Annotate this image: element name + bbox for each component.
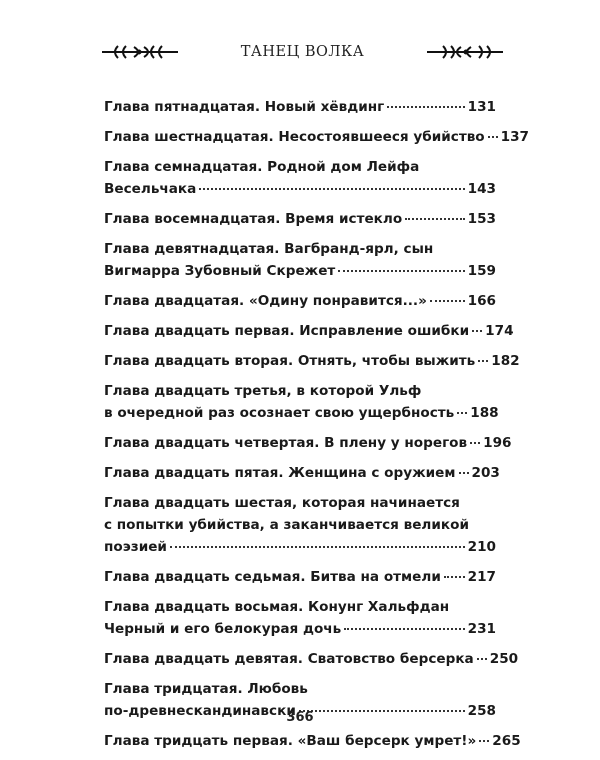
chapter-title-text: Вигмарра Зубовный Скрежет xyxy=(104,263,336,279)
toc-entry-line xyxy=(104,618,496,640)
chapter-page-number: 166 xyxy=(467,293,496,309)
dot-leader xyxy=(477,657,487,660)
book-title: ТАНЕЦ ВОЛКА xyxy=(240,44,365,60)
toc-entry-line xyxy=(104,536,496,558)
chapter-title-text: Глава двадцать пятая. Женщина с оружием xyxy=(104,465,456,481)
chapter-page-number: 250 xyxy=(489,651,519,667)
chapter-page-number: 265 xyxy=(492,733,521,749)
dot-leader xyxy=(478,359,488,362)
toc-entry xyxy=(104,320,514,342)
chapter-page-number: 182 xyxy=(491,353,520,369)
toc-entry-line xyxy=(104,678,496,700)
dot-leader xyxy=(430,299,465,302)
chapter-title-text: Глава двадцатая. «Одину понравится...» xyxy=(104,293,427,309)
toc-entry-line xyxy=(104,648,519,670)
toc-entry-line xyxy=(104,462,500,484)
dot-leader xyxy=(470,441,480,444)
toc-entry xyxy=(104,566,496,588)
dot-leader xyxy=(387,105,464,108)
toc-entry-line xyxy=(104,126,530,148)
chapter-page-number: 231 xyxy=(467,621,496,637)
chapter-title-text: в очередной раз осознает свою ущербность xyxy=(104,405,455,421)
toc-entry-line xyxy=(104,596,496,618)
toc-entry-line xyxy=(104,380,496,402)
chapter-page-number: 131 xyxy=(467,99,496,115)
dot-leader xyxy=(444,575,465,578)
toc-entry-line xyxy=(104,730,521,752)
chapter-title-text: Глава двадцать первая. Исправление ошибки xyxy=(104,323,470,339)
chapter-title-text: Глава двадцать седьмая. Битва на отмели xyxy=(104,569,441,585)
chapter-title-text: Глава двадцать шестая, которая начинается xyxy=(104,495,460,511)
toc-entry-line xyxy=(104,320,514,342)
toc-entry-line xyxy=(104,178,496,200)
chapter-page-number: 143 xyxy=(467,181,496,197)
toc-entry-line xyxy=(104,492,496,514)
chapter-page-number: 174 xyxy=(485,323,514,339)
toc-entry xyxy=(104,730,521,752)
toc-entry xyxy=(104,380,499,424)
chapter-page-number: 137 xyxy=(500,129,530,145)
toc-entry xyxy=(104,238,496,282)
dot-leader xyxy=(479,739,489,742)
toc-entry xyxy=(104,290,496,312)
toc-entry xyxy=(104,350,520,372)
toc-entry-line xyxy=(104,566,496,588)
chapter-title-text: Глава пятнадцатая. Новый хёвдинг xyxy=(104,99,385,115)
toc-entry-line xyxy=(104,208,496,230)
chapter-title-text: Черный и его белокурая дочь xyxy=(104,621,342,637)
chapter-title-text: Глава двадцать девятая. Сватовство берсерка xyxy=(104,651,474,667)
chapter-page-number: 217 xyxy=(467,569,496,585)
running-header xyxy=(100,38,505,66)
chapter-title-text: с попытки убийства, а заканчивается великой xyxy=(104,517,469,533)
toc-entry xyxy=(104,596,496,640)
chapter-title-text: Глава шестнадцатая. Несостоявшееся убийство xyxy=(104,129,485,145)
table-of-contents xyxy=(104,96,530,760)
toc-entry-line xyxy=(104,96,496,118)
toc-entry-line xyxy=(104,432,512,454)
chapter-title-text: Глава двадцать восьмая. Конунг Хальфдан xyxy=(104,599,450,615)
toc-entry-line xyxy=(104,402,499,424)
toc-entry xyxy=(104,126,530,148)
right-ornament-icon xyxy=(425,43,505,61)
toc-entry-line xyxy=(104,260,496,282)
toc-entry-line xyxy=(104,156,496,178)
toc-entry-line xyxy=(104,290,496,312)
chapter-page-number: 196 xyxy=(483,435,512,451)
chapter-page-number: 210 xyxy=(467,539,496,555)
chapter-page-number: 203 xyxy=(471,465,500,481)
chapter-page-number: 159 xyxy=(467,263,496,279)
toc-entry xyxy=(104,156,496,200)
chapter-title-text: Глава двадцать третья, в которой Ульф xyxy=(104,383,422,399)
toc-entry xyxy=(104,462,500,484)
toc-entry-line xyxy=(104,238,496,260)
dot-leader xyxy=(457,411,467,414)
chapter-title-text: Глава девятнадцатая. Вагбранд-ярл, сын xyxy=(104,241,434,257)
chapter-page-number: 258 xyxy=(467,703,496,719)
chapter-title-text: по-древнескандинавски xyxy=(104,703,296,719)
chapter-title-text: Глава двадцать четвертая. В плену у норегов xyxy=(104,435,468,451)
chapter-title-text: Глава двадцать вторая. Отнять, чтобы выжить xyxy=(104,353,476,369)
chapter-title-text: Весельчака xyxy=(104,181,197,197)
chapter-page-number: 153 xyxy=(467,211,496,227)
page-number: 366 xyxy=(286,710,314,725)
toc-entry xyxy=(104,648,519,670)
dot-leader xyxy=(459,471,469,474)
dot-leader xyxy=(199,187,464,190)
toc-entry xyxy=(104,432,512,454)
chapter-title-text: Глава восемнадцатая. Время истекло xyxy=(104,211,403,227)
left-ornament-icon xyxy=(100,43,180,61)
chapter-title-text: поэзией xyxy=(104,539,167,555)
dot-leader xyxy=(488,135,498,138)
chapter-title-text: Глава тридцать первая. «Ваш берсерк умрет!» xyxy=(104,733,477,749)
toc-entry xyxy=(104,208,496,230)
chapter-title-text: Глава семнадцатая. Родной дом Лейфа xyxy=(104,159,420,175)
chapter-title-text: Глава тридцатая. Любовь xyxy=(104,681,308,697)
dot-leader xyxy=(472,329,482,332)
toc-entry xyxy=(104,96,496,118)
dot-leader xyxy=(405,217,464,220)
chapter-page-number: 188 xyxy=(470,405,499,421)
toc-entry-line xyxy=(104,350,520,372)
dot-leader xyxy=(338,269,464,272)
dot-leader xyxy=(344,627,464,630)
dot-leader xyxy=(170,545,465,548)
toc-entry xyxy=(104,492,496,558)
toc-entry-line xyxy=(104,514,496,536)
